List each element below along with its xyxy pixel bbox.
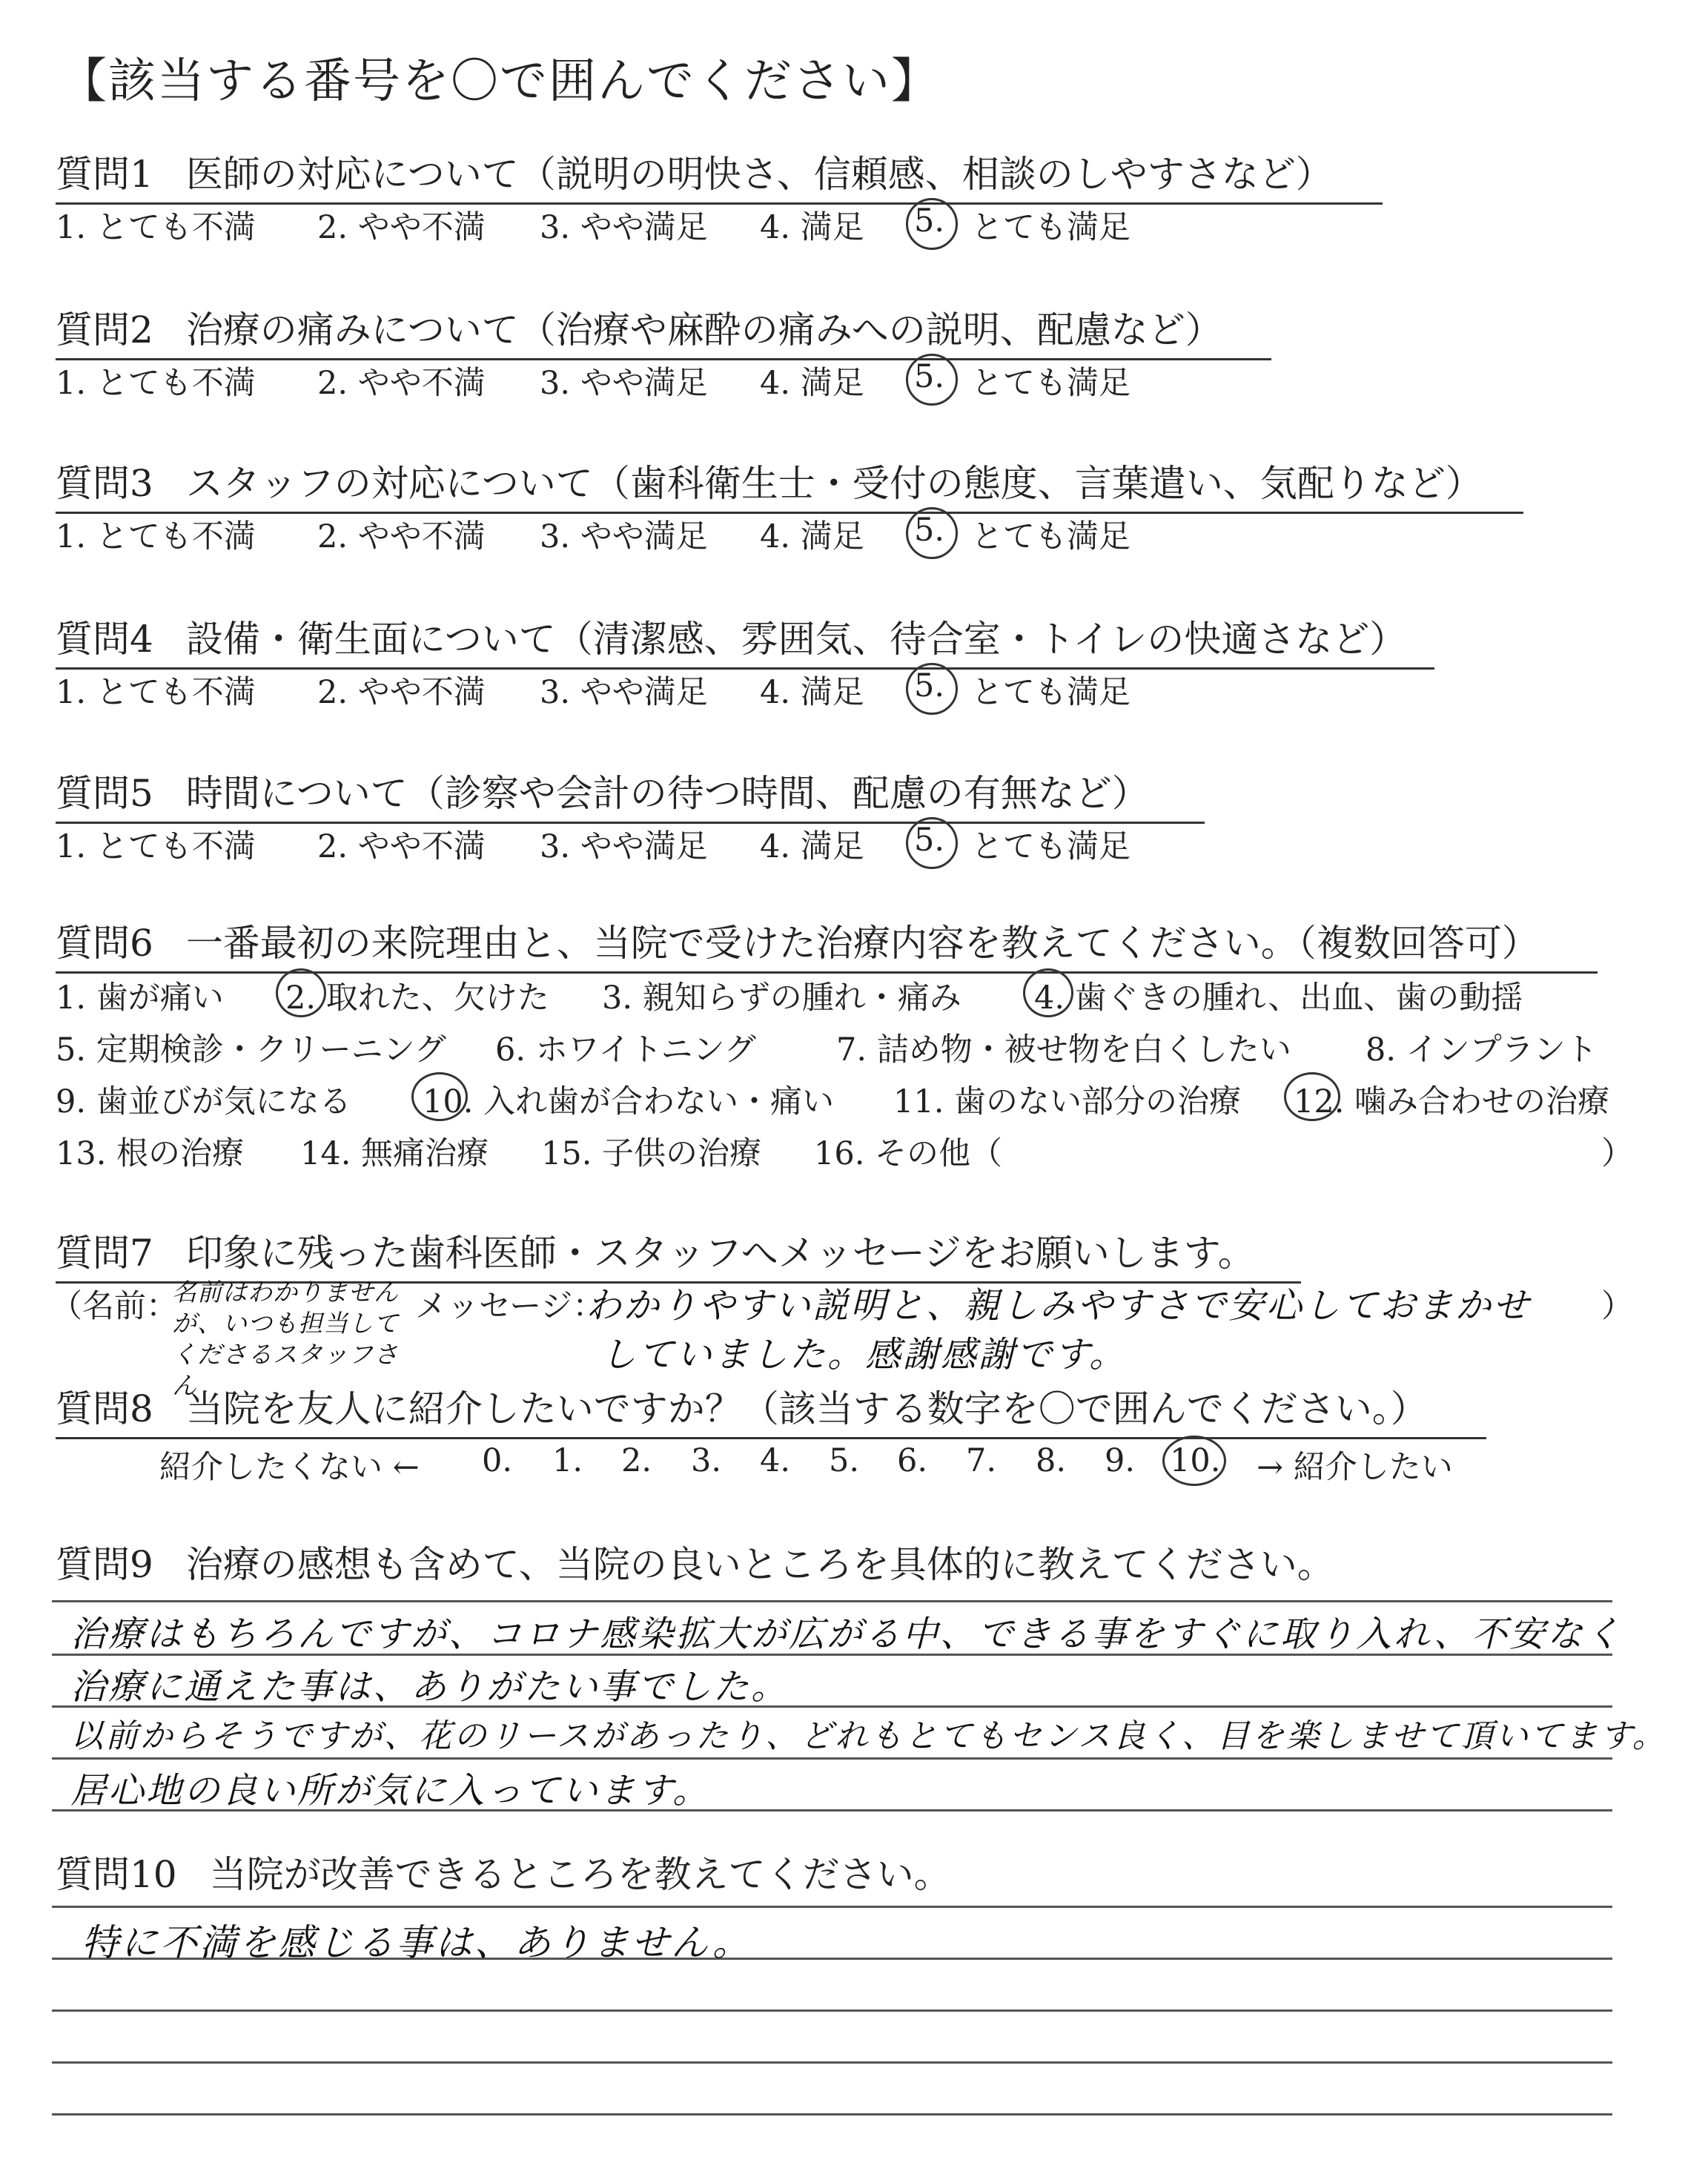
question-text: 医師の対応について（説明の明快さ、信頼感、相談のしやすさなど） bbox=[185, 153, 1333, 196]
question-1-heading bbox=[56, 145, 1383, 205]
rating-option[interactable]: 2. やや不満 bbox=[317, 518, 486, 555]
question-9-heading bbox=[56, 1535, 1334, 1593]
rating-option[interactable]: 2. やや不満 bbox=[317, 209, 486, 246]
rating-option[interactable]: とても満足 bbox=[971, 209, 1131, 246]
scale-option[interactable]: 0. bbox=[482, 1442, 513, 1479]
answer-rule bbox=[52, 2113, 1612, 2116]
q10-answer-line: 特に不満を感じる事は、ありません。 bbox=[82, 1921, 752, 1964]
answer-circle bbox=[906, 198, 958, 250]
question-text: 治療の痛みについて（治療や麻酔の痛みへの説明、配慮など） bbox=[185, 308, 1222, 351]
rating-option[interactable]: 1. とても不満 bbox=[56, 828, 256, 865]
q6-option[interactable]: 16. その他（ bbox=[814, 1135, 1003, 1172]
page-title: 【該当する番号を〇で囲んでください】 bbox=[59, 54, 940, 109]
question-number: 質問2 bbox=[56, 308, 153, 351]
q6-option[interactable]: 15. 子供の治療 bbox=[541, 1135, 762, 1172]
scale-option[interactable]: 4. bbox=[760, 1442, 791, 1479]
rating-option[interactable]: 4. 満足 bbox=[760, 674, 864, 711]
rating-option[interactable]: 3. やや満足 bbox=[540, 674, 708, 711]
q6-option[interactable]: 7. 詰め物・被せ物を白くしたい bbox=[836, 1031, 1291, 1069]
question-number: 質問4 bbox=[56, 618, 153, 661]
q6-option[interactable]: 13. 根の治療 bbox=[56, 1135, 245, 1172]
q6-option[interactable]: 12. 噛み合わせの治療 bbox=[1294, 1083, 1610, 1120]
rating-option[interactable]: 1. とても不満 bbox=[56, 365, 256, 402]
rating-option[interactable]: とても満足 bbox=[971, 828, 1131, 865]
scale-option[interactable]: 9. bbox=[1105, 1442, 1136, 1479]
question-number: 質問6 bbox=[56, 922, 153, 965]
q6-option[interactable]: 1. 歯が痛い bbox=[56, 980, 224, 1017]
question-number: 質問8 bbox=[56, 1387, 153, 1430]
q6-option[interactable]: 10. 入れ歯が合わない・痛い bbox=[423, 1083, 835, 1120]
question-text: 当院が改善できるところを教えてください。 bbox=[209, 1853, 951, 1896]
answer-circle bbox=[906, 507, 958, 559]
answer-circle bbox=[906, 354, 958, 406]
scale-option[interactable]: 7. bbox=[966, 1442, 997, 1479]
question-number: 質問7 bbox=[56, 1232, 153, 1275]
q9-answer-line: 治療はもちろんですが、コロナ感染拡大が広がる中、できる事をすぐに取り入れ、不安なく bbox=[70, 1614, 1623, 1655]
question-text: 一番最初の来院理由と、当院で受けた治療内容を教えてください。（複数回答可） bbox=[185, 922, 1539, 965]
rating-option[interactable]: 3. やや満足 bbox=[540, 518, 708, 555]
q9-answer-line: 居心地の良い所が気に入っています。 bbox=[70, 1770, 711, 1811]
question-2-heading bbox=[56, 300, 1271, 360]
rating-option[interactable]: 3. やや満足 bbox=[540, 365, 708, 402]
q6-option[interactable]: 3. 親知らずの腫れ・痛み bbox=[602, 980, 961, 1017]
answer-rule bbox=[52, 1906, 1612, 1908]
scale-right-label: → 紹介したい bbox=[1257, 1449, 1453, 1486]
q6-option[interactable]: 8. インプラント bbox=[1366, 1031, 1598, 1069]
question-number: 質問1 bbox=[56, 153, 153, 196]
rating-option[interactable]: 5. bbox=[914, 822, 945, 859]
answer-rule bbox=[52, 2009, 1612, 2012]
scale-option[interactable]: 6. bbox=[897, 1442, 928, 1479]
rating-option[interactable]: 2. やや不満 bbox=[317, 674, 486, 711]
answer-circle bbox=[411, 1072, 468, 1121]
rating-option[interactable]: 3. やや満足 bbox=[540, 828, 708, 865]
question-number: 質問3 bbox=[56, 462, 153, 505]
rating-option[interactable]: 1. とても不満 bbox=[56, 674, 256, 711]
answer-circle bbox=[1284, 1072, 1340, 1121]
rating-option[interactable]: 5. bbox=[914, 512, 945, 549]
question-4-heading bbox=[56, 610, 1434, 670]
question-number: 質問10 bbox=[56, 1853, 177, 1896]
question-number: 質問5 bbox=[56, 772, 153, 815]
q6-option[interactable]: ） bbox=[1601, 1135, 1633, 1172]
rating-option[interactable]: 4. 満足 bbox=[760, 828, 864, 865]
close-paren: ） bbox=[1601, 1288, 1633, 1325]
scale-option[interactable]: 10. bbox=[1170, 1442, 1221, 1479]
question-6-heading bbox=[56, 914, 1598, 974]
rating-option[interactable]: 3. やや満足 bbox=[540, 209, 708, 246]
answer-circle bbox=[906, 663, 958, 715]
scale-option[interactable]: 1. bbox=[552, 1442, 583, 1479]
question-text: 設備・衛生面について（清潔感、雰囲気、待合室・トイレの快適さなど） bbox=[185, 618, 1407, 661]
answer-rule bbox=[52, 1600, 1612, 1602]
q6-option[interactable]: 5. 定期検診・クリーニング bbox=[56, 1031, 446, 1069]
question-text: 印象に残った歯科医師・スタッフへメッセージをお願いします。 bbox=[185, 1232, 1255, 1275]
question-text: 当院を友人に紹介したいですか？（該当する数字を〇で囲んでください。） bbox=[185, 1387, 1428, 1430]
answer-circle bbox=[1162, 1436, 1226, 1486]
q6-option[interactable]: 4. 歯ぐきの腫れ、出血、歯の動揺 bbox=[1034, 980, 1523, 1017]
q6-option[interactable]: 11. 歯のない部分の治療 bbox=[893, 1083, 1242, 1120]
scale-left-label: 紹介したくない ← bbox=[159, 1449, 420, 1486]
rating-option[interactable]: とても満足 bbox=[971, 674, 1131, 711]
question-10-heading bbox=[56, 1845, 951, 1903]
rating-option[interactable]: 4. 満足 bbox=[760, 518, 864, 555]
question-number: 質問9 bbox=[56, 1543, 153, 1586]
q6-option[interactable]: 2. 取れた、欠けた bbox=[285, 980, 549, 1017]
scale-option[interactable]: 5. bbox=[829, 1442, 860, 1479]
rating-option[interactable]: 2. やや不満 bbox=[317, 365, 486, 402]
rating-option[interactable]: とても満足 bbox=[971, 365, 1131, 402]
message-line-1: わかりやすい説明と、親しみやすさで安心しておまかせ bbox=[586, 1285, 1532, 1327]
rating-option[interactable]: 2. やや不満 bbox=[317, 828, 486, 865]
question-3-heading bbox=[56, 454, 1523, 514]
question-text: 治療の感想も含めて、当院の良いところを具体的に教えてください。 bbox=[185, 1543, 1334, 1586]
rating-option[interactable]: とても満足 bbox=[971, 518, 1131, 555]
question-text: 時間について（診察や会計の待つ時間、配慮の有無など） bbox=[185, 772, 1149, 815]
answer-rule bbox=[52, 2061, 1612, 2064]
scale-option[interactable]: 3. bbox=[691, 1442, 722, 1479]
scale-option[interactable]: 8. bbox=[1036, 1442, 1067, 1479]
q6-option[interactable]: 6. ホワイトニング bbox=[495, 1031, 756, 1069]
name-label: （名前： bbox=[50, 1288, 178, 1325]
question-5-heading bbox=[56, 764, 1205, 824]
question-8-heading bbox=[56, 1379, 1486, 1439]
q6-option[interactable]: 14. 無痛治療 bbox=[300, 1135, 489, 1172]
answer-circle bbox=[906, 817, 958, 869]
rating-option[interactable]: 4. 満足 bbox=[760, 365, 864, 402]
q9-answer-line: 以前からそうですが、花のリースがあったり、どれもとてもセンス良く、目を楽しませて頂いてます。 bbox=[70, 1717, 1667, 1755]
answer-rule bbox=[52, 1757, 1612, 1760]
rating-option[interactable]: 5. bbox=[914, 202, 945, 240]
q9-answer-line: 治療に通えた事は、ありがたい事でした。 bbox=[70, 1666, 790, 1708]
message-label: メッセージ： bbox=[415, 1288, 605, 1325]
question-text: スタッフの対応について（歯科衛生士・受付の態度、言葉遣い、気配りなど） bbox=[185, 462, 1483, 505]
rating-option[interactable]: 1. とても不満 bbox=[56, 518, 256, 555]
rating-option[interactable]: 5. bbox=[914, 358, 945, 395]
rating-option[interactable]: 4. 満足 bbox=[760, 209, 864, 246]
rating-option[interactable]: 1. とても不満 bbox=[56, 209, 256, 246]
answer-circle bbox=[276, 968, 326, 1017]
staff-name-handwritten: 名前はわかりませんが、いつも担当してくださるスタッフさん bbox=[172, 1278, 399, 1400]
message-line-2: していました。感謝感謝です。 bbox=[600, 1334, 1128, 1375]
question-7-heading bbox=[56, 1223, 1301, 1284]
q6-option[interactable]: 9. 歯並びが気になる bbox=[56, 1083, 351, 1120]
scale-option[interactable]: 2. bbox=[621, 1442, 652, 1479]
answer-circle bbox=[1023, 968, 1073, 1017]
rating-option[interactable]: 5. bbox=[914, 667, 945, 704]
